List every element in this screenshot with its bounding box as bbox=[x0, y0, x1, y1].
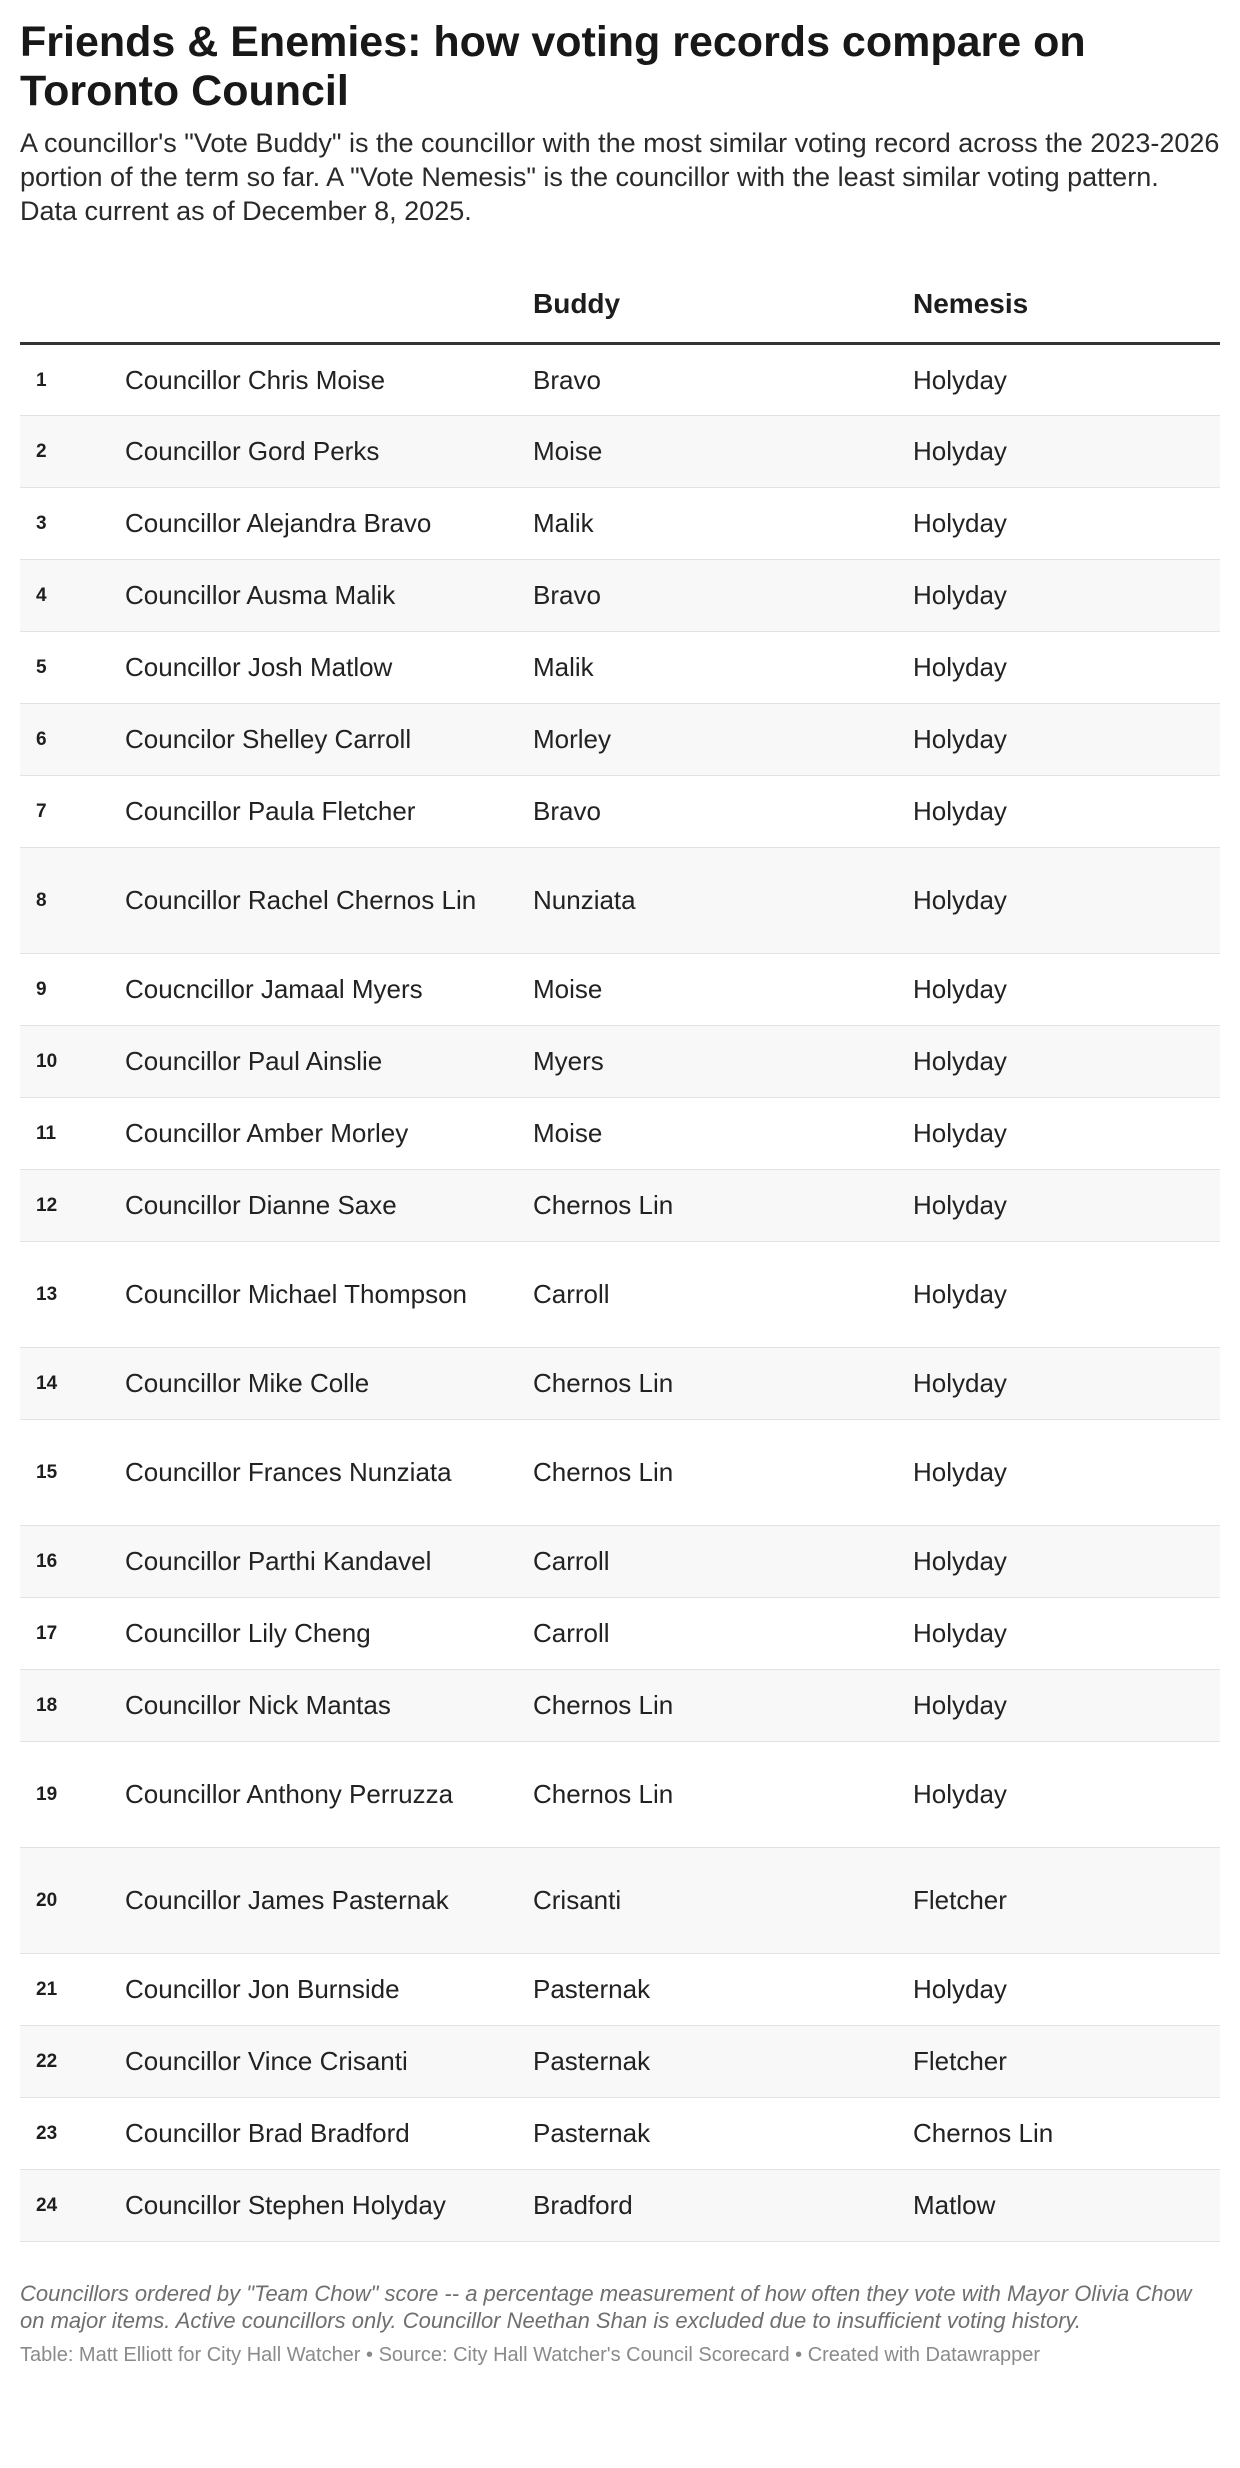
buddy-cell: Bravo bbox=[533, 796, 601, 826]
rank-cell: 10 bbox=[36, 1051, 58, 1072]
table-row bbox=[20, 344, 1220, 416]
buddy-cell: Bradford bbox=[533, 2190, 633, 2220]
table-row bbox=[20, 416, 1220, 488]
name-cell: Councillor Chris Moise bbox=[125, 364, 386, 395]
rank-cell: 15 bbox=[36, 1462, 58, 1483]
rank-cell: 13 bbox=[36, 1284, 58, 1305]
footnote: Councillors ordered by "Team Chow" score -- a percentage measurement of how often they vote with Mayor Olivia Chow on major items. Active councillors only. Councillor Neethan Shan is excluded due to insufficient voting history. bbox=[20, 2281, 1192, 2333]
nemesis-cell: Holyday bbox=[913, 724, 1007, 754]
nemesis-cell: Holyday bbox=[913, 885, 1007, 915]
table-row bbox=[20, 2098, 1220, 2170]
name-cell: Councillor Josh Matlow bbox=[125, 652, 393, 682]
buddy-cell: Malik bbox=[533, 508, 594, 538]
name-cell: Councillor Parthi Kandavel bbox=[125, 1546, 432, 1576]
table-row bbox=[20, 1954, 1220, 2026]
rank-cell: 6 bbox=[36, 729, 47, 750]
buddy-cell: Nunziata bbox=[533, 885, 636, 915]
nemesis-cell: Holyday bbox=[913, 974, 1007, 1004]
rank-cell: 17 bbox=[36, 1623, 58, 1644]
table-row bbox=[20, 632, 1220, 704]
header-row bbox=[20, 266, 1220, 344]
nemesis-cell: Holyday bbox=[913, 1368, 1007, 1398]
table-row bbox=[20, 1742, 1220, 1848]
nemesis-cell: Holyday bbox=[913, 1190, 1007, 1220]
nemesis-cell: Holyday bbox=[913, 1779, 1007, 1809]
table-row bbox=[20, 776, 1220, 848]
table-row bbox=[20, 1170, 1220, 1242]
nemesis-cell: Holyday bbox=[913, 580, 1007, 610]
table-row bbox=[20, 1242, 1220, 1348]
rank-cell: 21 bbox=[36, 1979, 58, 2000]
column-header-nemesis: Nemesis bbox=[913, 266, 1220, 344]
buddy-cell: Moise bbox=[533, 436, 603, 466]
nemesis-cell: Holyday bbox=[913, 1279, 1007, 1309]
rank-cell: 19 bbox=[36, 1784, 58, 1805]
table-row bbox=[20, 1598, 1220, 1670]
nemesis-cell: Holyday bbox=[913, 436, 1007, 466]
name-cell: Councillor Ausma Malik bbox=[125, 580, 396, 610]
table-row bbox=[20, 704, 1220, 776]
nemesis-cell: Holyday bbox=[913, 1546, 1007, 1576]
table-row bbox=[20, 2170, 1220, 2242]
buddy-cell: Moise bbox=[533, 1118, 603, 1148]
name-cell: Councillor Frances Nunziata bbox=[125, 1457, 452, 1487]
rank-cell: 5 bbox=[36, 657, 47, 678]
rank-cell: 24 bbox=[36, 2195, 58, 2216]
nemesis-cell: Holyday bbox=[913, 652, 1007, 682]
rank-cell: 18 bbox=[36, 1695, 58, 1716]
nemesis-cell: Fletcher bbox=[913, 1885, 1007, 1915]
name-cell: Councillor Paul Ainslie bbox=[125, 1046, 383, 1076]
table-row bbox=[20, 1098, 1220, 1170]
name-cell: Councillor Lily Cheng bbox=[125, 1618, 371, 1648]
name-cell: Councillor Amber Morley bbox=[125, 1118, 409, 1148]
nemesis-cell: Holyday bbox=[913, 1457, 1007, 1487]
nemesis-cell: Holyday bbox=[913, 1618, 1007, 1648]
nemesis-cell: Holyday bbox=[913, 364, 1007, 395]
buddy-cell: Bravo bbox=[533, 580, 601, 610]
rank-cell: 23 bbox=[36, 2123, 58, 2144]
column-header-name bbox=[125, 266, 533, 344]
name-cell: Councillor Nick Mantas bbox=[125, 1690, 391, 1720]
column-header-buddy: Buddy bbox=[533, 266, 913, 344]
column-header-rank bbox=[20, 266, 125, 344]
name-cell: Councillor Gord Perks bbox=[125, 436, 380, 466]
source-line: Table: Matt Elliott for City Hall Watcher • Source: City Hall Watcher's Council Scorecard • Created with Datawrapper bbox=[20, 2344, 1041, 2366]
name-cell: Councillor Stephen Holyday bbox=[125, 2190, 446, 2220]
buddy-cell: Chernos Lin bbox=[533, 1190, 674, 1220]
buddy-cell: Bravo bbox=[533, 364, 601, 395]
name-cell: Councillor Dianne Saxe bbox=[125, 1190, 397, 1220]
buddy-cell: Chernos Lin bbox=[533, 1368, 674, 1398]
buddy-cell: Morley bbox=[533, 724, 612, 754]
table-row bbox=[20, 1526, 1220, 1598]
chart-title: Friends & Enemies: how voting records compare on Toronto Council bbox=[20, 18, 1086, 115]
table-row bbox=[20, 560, 1220, 632]
nemesis-cell: Chernos Lin bbox=[913, 2118, 1054, 2148]
rank-cell: 12 bbox=[36, 1195, 58, 1216]
nemesis-cell: Holyday bbox=[913, 796, 1007, 826]
buddy-cell: Chernos Lin bbox=[533, 1779, 674, 1809]
rank-cell: 1 bbox=[36, 369, 47, 391]
rank-cell: 14 bbox=[36, 1373, 58, 1394]
name-cell: Councillor Vince Crisanti bbox=[125, 2046, 408, 2076]
rank-cell: 20 bbox=[36, 1890, 58, 1911]
rank-cell: 22 bbox=[36, 2051, 58, 2072]
buddy-cell: Crisanti bbox=[533, 1885, 622, 1915]
name-cell: Councillor Paula Fletcher bbox=[125, 796, 416, 826]
rank-cell: 2 bbox=[36, 441, 47, 462]
name-cell: Councillor Michael Thompson bbox=[125, 1279, 468, 1309]
table-body bbox=[20, 344, 1220, 2242]
nemesis-cell: Holyday bbox=[913, 1974, 1007, 2004]
name-cell: Councillor Mike Colle bbox=[125, 1368, 370, 1398]
name-cell: Coucncillor Jamaal Myers bbox=[125, 974, 423, 1004]
name-cell: Councillor James Pasternak bbox=[125, 1885, 449, 1915]
nemesis-cell: Fletcher bbox=[913, 2046, 1007, 2076]
buddy-cell: Carroll bbox=[533, 1279, 610, 1309]
name-cell: Councillor Anthony Perruzza bbox=[125, 1779, 454, 1809]
nemesis-cell: Holyday bbox=[913, 1046, 1007, 1076]
name-cell: Councillor Alejandra Bravo bbox=[125, 508, 432, 538]
table-row bbox=[20, 1848, 1220, 1954]
name-cell: Councillor Rachel Chernos Lin bbox=[125, 885, 477, 915]
rank-cell: 16 bbox=[36, 1551, 58, 1572]
nemesis-cell: Matlow bbox=[913, 2190, 996, 2220]
table-row bbox=[20, 1026, 1220, 1098]
rank-cell: 4 bbox=[36, 585, 47, 606]
data-table bbox=[20, 266, 1220, 2242]
buddy-cell: Moise bbox=[533, 974, 603, 1004]
table-row bbox=[20, 1670, 1220, 1742]
name-cell: Councilor Shelley Carroll bbox=[125, 724, 412, 754]
buddy-cell: Carroll bbox=[533, 1546, 610, 1576]
table-row bbox=[20, 1420, 1220, 1526]
rank-cell: 8 bbox=[36, 890, 47, 911]
rank-cell: 9 bbox=[36, 979, 47, 1000]
rank-cell: 11 bbox=[36, 1123, 57, 1144]
table-row bbox=[20, 848, 1220, 954]
rank-cell: 3 bbox=[36, 513, 47, 534]
buddy-cell: Chernos Lin bbox=[533, 1457, 674, 1487]
buddy-cell: Myers bbox=[533, 1046, 604, 1076]
table-header bbox=[20, 266, 1220, 344]
table-row bbox=[20, 1348, 1220, 1420]
table-row bbox=[20, 2026, 1220, 2098]
buddy-cell: Pasternak bbox=[533, 1974, 651, 2004]
chart-subtitle: A councillor's "Vote Buddy" is the councillor with the most similar voting record across the 2023-2026 portion of the term so far. A "Vote Nemesis" is the councillor with the least similar voting pattern. Data current as of December 8, 2025. bbox=[20, 128, 1220, 226]
buddy-cell: Carroll bbox=[533, 1618, 610, 1648]
nemesis-cell: Holyday bbox=[913, 1690, 1007, 1720]
buddy-cell: Malik bbox=[533, 652, 594, 682]
nemesis-cell: Holyday bbox=[913, 508, 1007, 538]
buddy-cell: Pasternak bbox=[533, 2118, 651, 2148]
rank-cell: 7 bbox=[36, 801, 47, 822]
table-row bbox=[20, 488, 1220, 560]
nemesis-cell: Holyday bbox=[913, 1118, 1007, 1148]
name-cell: Councillor Brad Bradford bbox=[125, 2118, 410, 2148]
buddy-cell: Chernos Lin bbox=[533, 1690, 674, 1720]
buddy-cell: Pasternak bbox=[533, 2046, 651, 2076]
table-row bbox=[20, 954, 1220, 1026]
name-cell: Councillor Jon Burnside bbox=[125, 1974, 400, 2004]
